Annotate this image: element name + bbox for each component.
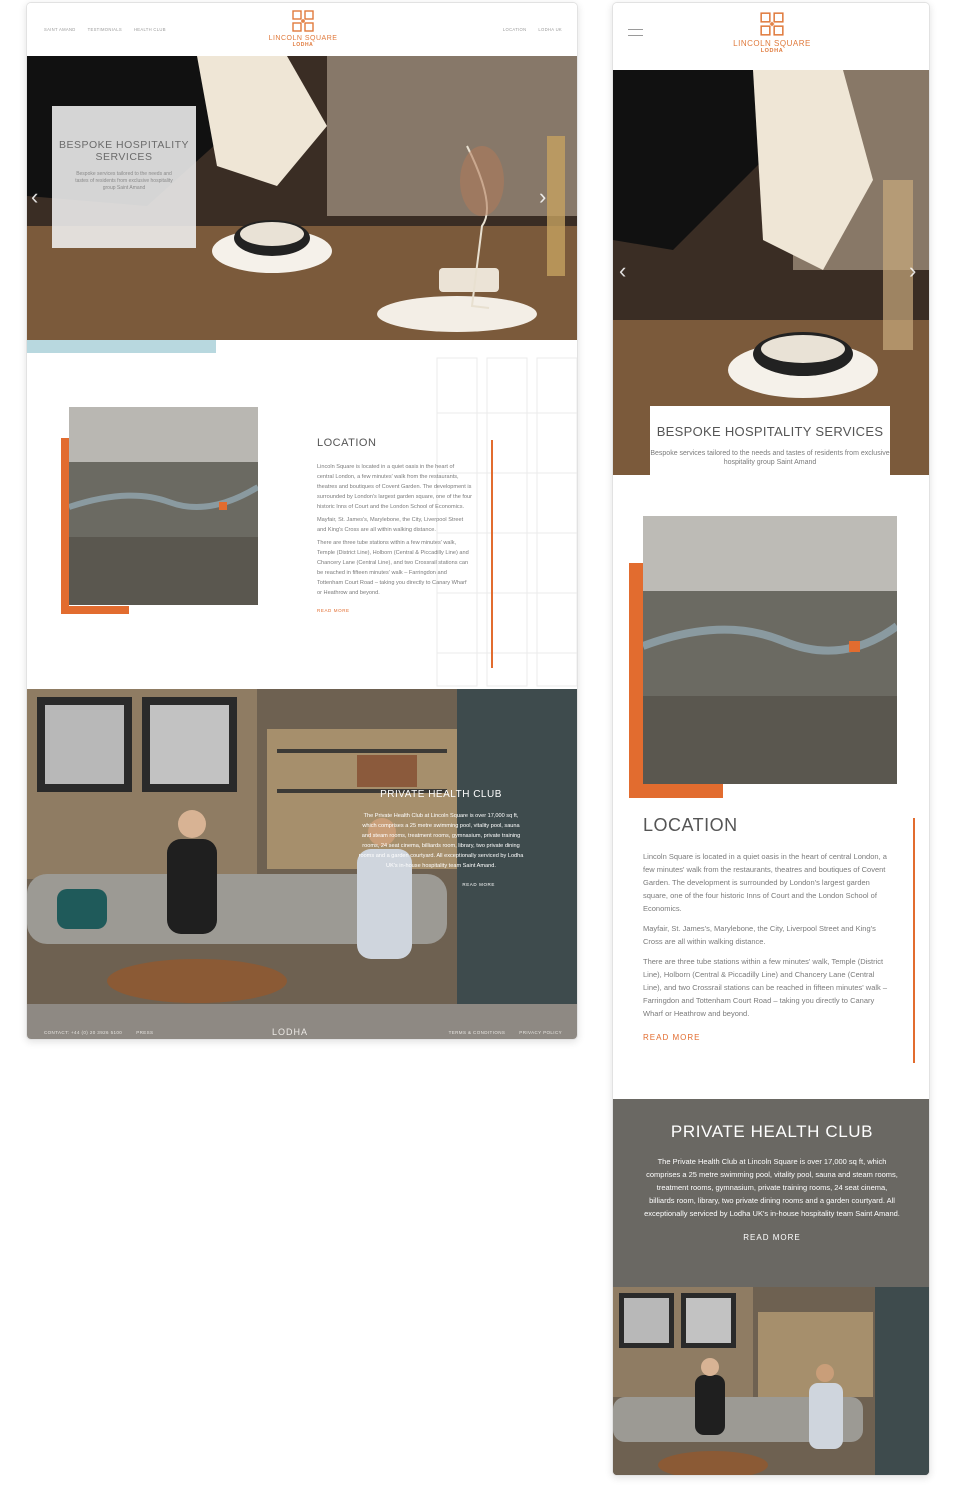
location-title: LOCATION (317, 437, 377, 449)
mobile-page (612, 2, 930, 1476)
mobile-location-aerial-image (643, 516, 897, 784)
desktop-hero-image (27, 56, 578, 340)
desktop-nav-left (44, 27, 166, 32)
hero-prev-arrow-icon[interactable]: ‹ (31, 184, 39, 209)
logo-name: LINCOLN SQUARE (733, 39, 811, 48)
location-divider (491, 440, 493, 668)
logo-sub: LODHA (760, 48, 784, 54)
mobile-location-accent-bar (629, 563, 643, 798)
mobile-location-paragraph-1: Lincoln Square is located in a quiet oasis in the heart of central London, a few minutes' walk from the restaurants, theatres and boutiques of Covent Garden. The development is surrounded by London's largest garden square, one of the four historic Inns of Court and the London School of Economics. (643, 852, 887, 913)
hero-accent-strip (27, 340, 216, 353)
health-club-read-more-link[interactable]: READ MORE (462, 882, 495, 887)
london-aerial-photo (643, 516, 897, 784)
mobile-location-paragraph-2: Mayfair, St. James's, Marylebone, the City, Liverpool Street and King's Cross are all within walking distance. (643, 924, 876, 946)
nav-location[interactable]: LOCATION (502, 27, 527, 32)
location-section (317, 437, 472, 613)
hamburger-menu-icon[interactable] (628, 29, 643, 37)
location-aerial-image (69, 407, 258, 605)
mobile-location-accent-base (629, 784, 723, 798)
footer-terms-link[interactable]: TERMS & CONDITIONS (448, 1030, 506, 1035)
desktop-header (27, 3, 578, 56)
hero-next-arrow-icon[interactable]: › (539, 184, 547, 209)
logo-name: LINCOLN SQUARE (268, 35, 338, 42)
location-paragraph-1: Lincoln Square is located in a quiet oasis in the heart of central London, a few minutes' walk from the restaurants, theatres and boutiques of Covent Garden. The development is surrounded by London's largest garden square, one of the four historic Inns of Court and the London School of Economics. (317, 464, 473, 510)
mobile-health-club-read-more-link[interactable]: READ MORE (743, 1233, 801, 1242)
mobile-hero-text: Bespoke services tailored to the needs and tastes of residents from exclusive hospitality group Saint Amand (650, 450, 890, 466)
footer-contact[interactable]: CONTACT: +44 (0) 20 3926 5100 (44, 1030, 123, 1035)
health-club-text: The Private Health Club at Lincoln Square is over 17,000 sq ft, which comprises a 25 metre swimming pool, vitality pool, sauna and steam rooms, treatment rooms, gymnasium, private training rooms, 24 seat cinema, billiards room, library, two private dining rooms and a garden courtyard. All exceptionally serviced by Lodha UK's in-house hospitality team Saint Amand. (358, 813, 524, 869)
hero-card (52, 106, 196, 248)
health-club-image (27, 689, 578, 1004)
logo-sub: LODHA (292, 42, 314, 48)
nav-saint-amand[interactable]: SAINT AMAND (44, 27, 76, 32)
mobile-location-paragraph-3: There are three tube stations within a few minutes' walk, Temple (District Line), Holborn (Central & Piccadilly Line) and Chancery Lane (Central Line), and two Crossrail stations can be reached in fifteen minutes' walk – Farringdon and Tottenham Court Road – taking you directly to Canary Wharf or Heathrow and beyond. (643, 957, 888, 1018)
mobile-health-club-title: PRIVATE HEALTH CLUB (670, 1122, 874, 1141)
mobile-health-club-text: The Private Health Club at Lincoln Square is over 17,000 sq ft, which comprises a 25 metre swimming pool, vitality pool, sauna and steam rooms, treatment rooms, gymnasium, private training rooms, 24 seat cinema, billiards room, library, two private dining rooms and a garden courtyard. All exceptionally serviced by Lodha UK's in-house hospitality team Saint Amand. (644, 1157, 900, 1218)
london-aerial-photo (69, 407, 258, 605)
footer-press-link[interactable]: PRESS (136, 1030, 154, 1035)
mobile-health-club-section (613, 1099, 930, 1287)
mobile-hero-prev-arrow-icon[interactable]: ‹ (619, 258, 627, 283)
desktop-logo[interactable] (268, 9, 338, 48)
hero-title: BESPOKE HOSPITALITY SERVICES (58, 139, 190, 163)
desktop-nav-right (503, 27, 562, 32)
mobile-logo[interactable] (733, 11, 811, 54)
desktop-footer (27, 1004, 578, 1040)
mobile-hero-title: BESPOKE HOSPITALITY SERVICES (656, 424, 884, 439)
mobile-hero-next-arrow-icon[interactable]: › (909, 258, 917, 283)
health-club-section (357, 789, 525, 887)
lincoln-square-monogram-icon (759, 11, 785, 37)
footer-lodha-logo[interactable]: LODHA (272, 1027, 309, 1037)
health-club-title: PRIVATE HEALTH CLUB (380, 789, 502, 800)
mobile-health-club-image (613, 1287, 930, 1476)
location-accent-bar (61, 438, 69, 614)
nav-health-club[interactable]: HEALTH CLUB (133, 27, 166, 32)
location-paragraph-2: Mayfair, St. James's, Marylebone, the City, Liverpool Street and King's Cross are all within walking distance. (317, 517, 464, 533)
location-paragraph-3: There are three tube stations within a few minutes' walk, Temple (District Line), Holborn (Central & Piccadilly Line) and Chancery Lane (Central Line), and two Crossrail stations can be reached in fifteen minutes' walk – Farringdon and Tottenham Court Road – taking you directly to Canary Wharf or Heathrow and beyond. (317, 540, 469, 596)
mobile-location-read-more-link[interactable]: READ MORE (643, 1033, 701, 1042)
desktop-page (26, 2, 578, 1040)
hero-text: Bespoke services tailored to the needs and tastes of residents from exclusive hospitality group Saint Amand (75, 171, 173, 191)
nav-lodha-uk[interactable]: LODHA UK (538, 27, 562, 32)
lincoln-square-monogram-icon (291, 9, 315, 33)
location-accent-base (61, 606, 129, 614)
lounge-photo (613, 1287, 930, 1476)
footer-privacy-link[interactable]: PRIVACY POLICY (519, 1030, 562, 1035)
mobile-hero-card (650, 406, 890, 476)
mobile-location-section (643, 815, 893, 1042)
mobile-location-title: LOCATION (643, 815, 738, 835)
nav-testimonials[interactable]: TESTIMONIALS (87, 27, 122, 32)
location-read-more-link[interactable]: READ MORE (317, 608, 350, 613)
mobile-header (613, 3, 930, 70)
mobile-location-divider (913, 818, 915, 1063)
